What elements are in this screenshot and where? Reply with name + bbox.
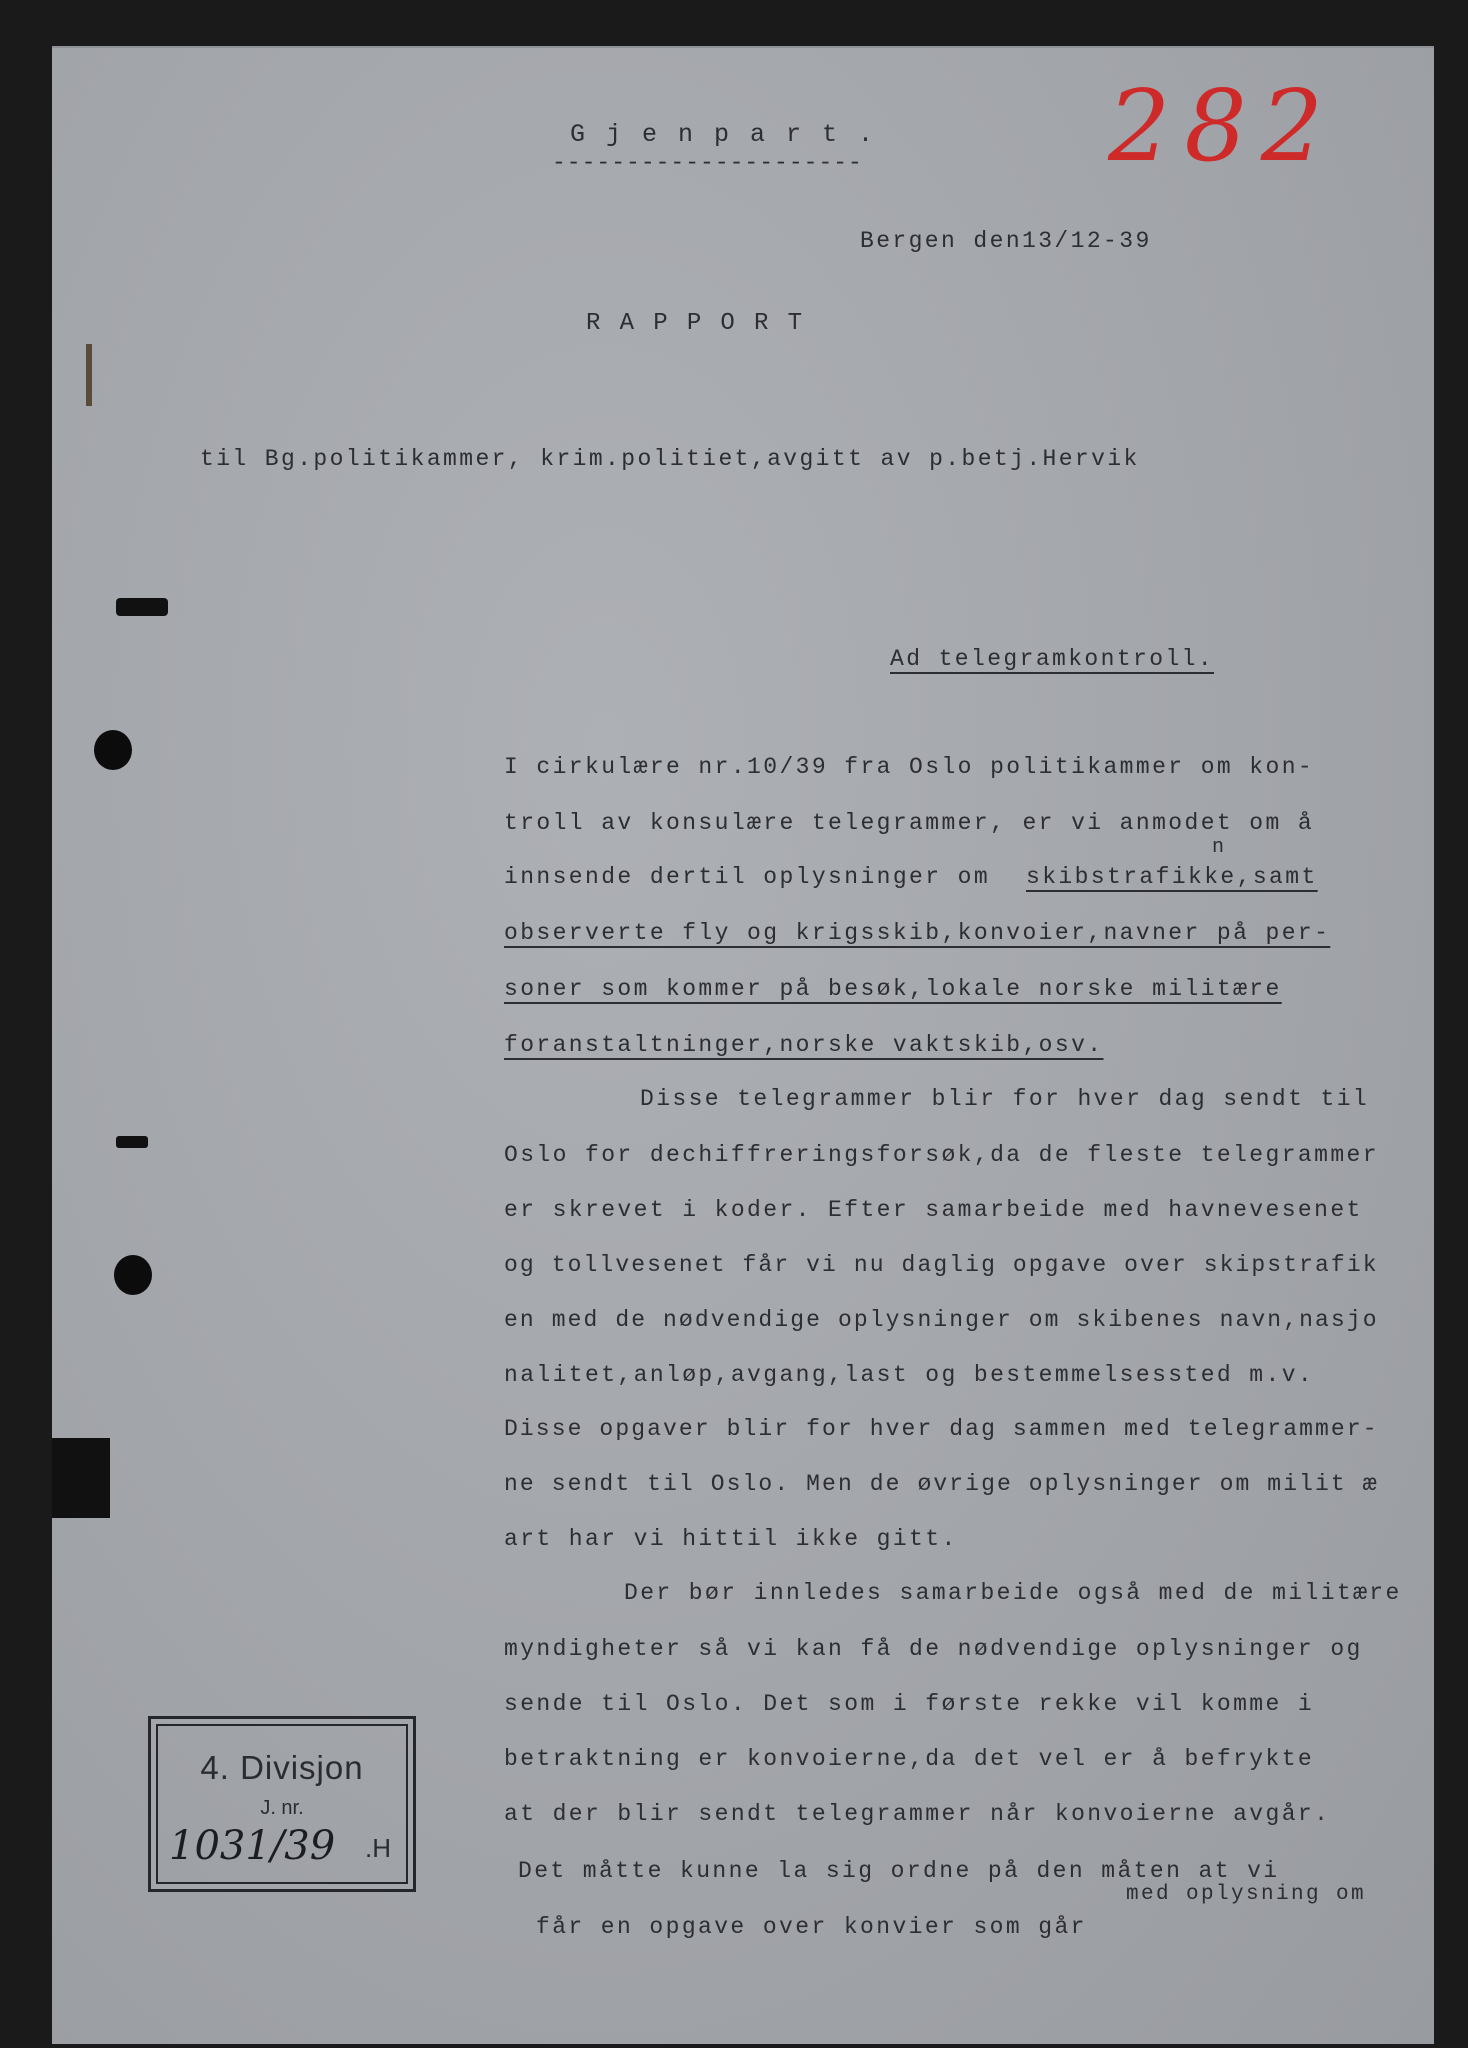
- paragraph-1-line: soner som kommer på besøk,lokale norske militære: [504, 976, 1282, 1002]
- inserted-letter: n: [1212, 836, 1227, 859]
- paragraph-1-line: troll av konsulære telegrammer, er vi anmodet om å: [504, 810, 1315, 836]
- paragraph-1-line: innsende dertil oplysninger om: [504, 864, 991, 890]
- binder-edge-shadow: [52, 1438, 110, 1518]
- paragraph-3-line: sende til Oslo. Det som i første rekke vil komme i: [504, 1691, 1315, 1717]
- punch-hole-bottom: [114, 1255, 152, 1295]
- paragraph-3-line: myndigheter så vi kan få de nødvendige oplysninger og: [504, 1636, 1363, 1662]
- paragraph-3-line: Det måtte kunne la sig ordne på den måten at vi: [518, 1858, 1280, 1884]
- paragraph-2-line: en med de nødvendige oplysninger om skibenes navn,nasjo: [504, 1307, 1379, 1333]
- paragraph-2-line: Disse opgaver blir for hver dag sammen med telegrammer-: [504, 1416, 1379, 1442]
- paragraph-2-line: art har vi hittil ikke gitt.: [504, 1526, 958, 1552]
- paragraph-2-line: er skrevet i koder. Efter samarbeide med havnevesenet: [504, 1197, 1363, 1223]
- staple-mark: [86, 344, 92, 406]
- paragraph-3-line: at der blir sendt telegrammer når konvoierne avgår.: [504, 1801, 1331, 1827]
- paragraph-2-line: nalitet,anløp,avgang,last og bestemmelsessted m.v.: [504, 1362, 1315, 1388]
- paragraph-3-line: Der bør innledes samarbeide også med de militære: [624, 1580, 1402, 1606]
- binder-clip-mark: [116, 598, 168, 616]
- subject-line: Ad telegramkontroll.: [890, 646, 1215, 672]
- paragraph-2-line: ne sendt til Oslo. Men de øvrige oplysninger om milit æ: [504, 1471, 1379, 1497]
- page-number: 282: [1108, 70, 1338, 184]
- division-stamp: [148, 1716, 416, 1892]
- document-title: G j e n p a r t .: [570, 120, 877, 149]
- insertion-note: med oplysning om: [1126, 1883, 1367, 1906]
- report-date: Bergen den13/12-39: [860, 228, 1152, 254]
- stamp-division: 4. Divisjon: [200, 1749, 364, 1786]
- paragraph-1-line: observerte fly og krigsskib,konvoier,navner på per-: [504, 920, 1331, 946]
- paragraph-2-line: og tollvesenet får vi nu daglig opgave over skipstrafik: [504, 1252, 1379, 1278]
- paragraph-1-line: I cirkulære nr.10/39 fra Oslo politikammer om kon-: [504, 754, 1315, 780]
- paragraph-1-line: foranstaltninger,norske vaktskib,osv.: [504, 1032, 1104, 1058]
- paragraph-3-line: får en opgave over konvier som går: [536, 1914, 1087, 1940]
- stamp-jnr-label: J. nr.: [260, 1797, 304, 1819]
- punch-hole-top: [94, 730, 132, 770]
- addressee-line: til Bg.politikammer, krim.politiet,avgitt av p.betj.Hervik: [200, 446, 1140, 472]
- stamp-suffix: .H: [365, 1833, 391, 1863]
- title-underline: ---------------------: [552, 150, 863, 176]
- paragraph-2-line: Oslo for dechiffreringsforsøk,da de fleste telegrammer: [504, 1142, 1379, 1168]
- report-heading: R A P P O R T: [586, 310, 805, 337]
- stamp-jnr-value: 1031/39: [169, 1823, 336, 1869]
- paragraph-1-underlined-text: skibstrafikke,samt: [1026, 864, 1318, 890]
- binder-clip-mark: [116, 1136, 148, 1148]
- paragraph-2-line: Disse telegrammer blir for hver dag sendt til: [640, 1086, 1370, 1112]
- paragraph-3-line: betraktning er konvoierne,da det vel er å befrykte: [504, 1746, 1315, 1772]
